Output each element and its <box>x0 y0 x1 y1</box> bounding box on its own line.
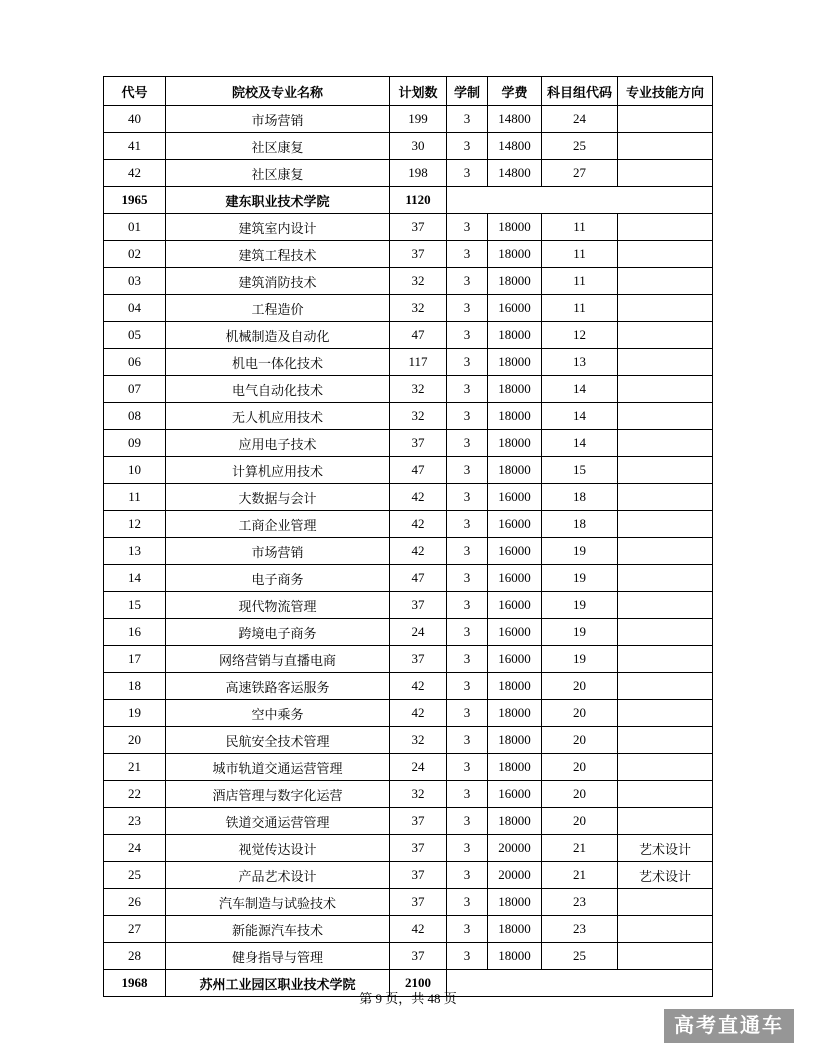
table-cell: 3 <box>447 862 488 889</box>
table-cell: 02 <box>104 241 166 268</box>
table-cell: 25 <box>104 862 166 889</box>
major-row <box>104 943 713 970</box>
major-row <box>104 565 713 592</box>
table-cell: 22 <box>104 781 166 808</box>
table-cell: 3 <box>447 673 488 700</box>
table-cell: 14 <box>542 430 618 457</box>
table-cell: 3 <box>447 781 488 808</box>
table-cell: 16000 <box>488 781 542 808</box>
major-row <box>104 484 713 511</box>
table-cell: 14 <box>542 403 618 430</box>
table-cell <box>618 241 713 268</box>
table-cell: 19 <box>104 700 166 727</box>
table-cell: 16000 <box>488 511 542 538</box>
table-cell: 机械制造及自动化 <box>166 322 390 349</box>
table-cell: 32 <box>390 268 447 295</box>
table-cell: 3 <box>447 214 488 241</box>
major-row <box>104 781 713 808</box>
table-cell: 3 <box>447 457 488 484</box>
major-row <box>104 214 713 241</box>
table-cell: 26 <box>104 889 166 916</box>
table-cell: 37 <box>390 592 447 619</box>
table-cell: 32 <box>390 295 447 322</box>
table-cell: 3 <box>447 484 488 511</box>
major-row <box>104 916 713 943</box>
table-cell: 24 <box>390 754 447 781</box>
table-cell: 20 <box>542 781 618 808</box>
table-cell: 3 <box>447 889 488 916</box>
table-cell: 37 <box>390 835 447 862</box>
table-cell: 20 <box>542 700 618 727</box>
table-cell <box>618 592 713 619</box>
table-cell: 42 <box>104 160 166 187</box>
table-cell: 应用电子技术 <box>166 430 390 457</box>
table-cell <box>618 160 713 187</box>
table-cell: 24 <box>104 835 166 862</box>
major-row <box>104 457 713 484</box>
table-cell: 14800 <box>488 106 542 133</box>
table-cell: 19 <box>542 538 618 565</box>
table-cell: 3 <box>447 241 488 268</box>
table-cell: 电子商务 <box>166 565 390 592</box>
table-cell: 3 <box>447 403 488 430</box>
table-cell: 民航安全技术管理 <box>166 727 390 754</box>
table-cell: 16000 <box>488 619 542 646</box>
table-cell: 18000 <box>488 430 542 457</box>
table-cell: 13 <box>542 349 618 376</box>
table-cell: 18000 <box>488 349 542 376</box>
major-row <box>104 133 713 160</box>
table-cell: 健身指导与管理 <box>166 943 390 970</box>
table-cell: 市场营销 <box>166 538 390 565</box>
table-cell: 1120 <box>390 187 447 214</box>
table-cell <box>618 538 713 565</box>
table-cell: 16 <box>104 619 166 646</box>
table-cell: 3 <box>447 592 488 619</box>
table-cell: 25 <box>542 133 618 160</box>
table-cell: 27 <box>542 160 618 187</box>
table-cell: 视觉传达设计 <box>166 835 390 862</box>
table-cell <box>618 106 713 133</box>
table-cell: 14 <box>542 376 618 403</box>
school-row <box>104 187 713 214</box>
table-cell: 04 <box>104 295 166 322</box>
table-cell: 20 <box>104 727 166 754</box>
table-cell: 3 <box>447 727 488 754</box>
table-cell <box>618 457 713 484</box>
table-cell: 3 <box>447 808 488 835</box>
table-cell: 20000 <box>488 862 542 889</box>
table-cell: 3 <box>447 160 488 187</box>
table-cell: 42 <box>390 538 447 565</box>
table-cell: 3 <box>447 268 488 295</box>
table-body <box>104 106 713 997</box>
table-cell: 现代物流管理 <box>166 592 390 619</box>
major-row <box>104 511 713 538</box>
major-row <box>104 295 713 322</box>
major-row <box>104 538 713 565</box>
table-cell: 01 <box>104 214 166 241</box>
table-cell: 12 <box>542 322 618 349</box>
page-number-footer: 第 9 页，共 48 页 <box>359 991 457 1006</box>
table-cell: 3 <box>447 835 488 862</box>
table-cell: 16000 <box>488 646 542 673</box>
table-cell: 3 <box>447 619 488 646</box>
table-cell: 网络营销与直播电商 <box>166 646 390 673</box>
table-cell: 18000 <box>488 376 542 403</box>
table-cell: 产品艺术设计 <box>166 862 390 889</box>
table-cell: 14800 <box>488 160 542 187</box>
column-header: 学费 <box>488 77 542 106</box>
major-row <box>104 835 713 862</box>
table-cell: 建筑室内设计 <box>166 214 390 241</box>
table-cell <box>618 619 713 646</box>
table-cell: 18000 <box>488 241 542 268</box>
table-cell: 20 <box>542 808 618 835</box>
watermark-badge: 高考直通车 <box>664 1009 794 1043</box>
table-cell: 3 <box>447 133 488 160</box>
table-cell: 18000 <box>488 754 542 781</box>
table-cell: 23 <box>542 889 618 916</box>
table-cell: 16000 <box>488 484 542 511</box>
table-cell: 机电一体化技术 <box>166 349 390 376</box>
table-cell: 3 <box>447 646 488 673</box>
table-cell <box>618 781 713 808</box>
table-cell: 32 <box>390 403 447 430</box>
table-cell: 30 <box>390 133 447 160</box>
table-cell: 18000 <box>488 322 542 349</box>
table-cell: 16000 <box>488 295 542 322</box>
table-cell: 3 <box>447 376 488 403</box>
table-cell: 15 <box>542 457 618 484</box>
table-cell: 3 <box>447 565 488 592</box>
table-cell: 23 <box>104 808 166 835</box>
table-cell: 无人机应用技术 <box>166 403 390 430</box>
table-cell: 1968 <box>104 970 166 997</box>
table-cell: 1965 <box>104 187 166 214</box>
table-cell: 工商企业管理 <box>166 511 390 538</box>
table-cell: 13 <box>104 538 166 565</box>
table-cell <box>618 133 713 160</box>
column-header: 科目组代码 <box>542 77 618 106</box>
table-cell: 3 <box>447 754 488 781</box>
table-cell: 25 <box>542 943 618 970</box>
table-cell: 19 <box>542 565 618 592</box>
table-cell: 计算机应用技术 <box>166 457 390 484</box>
table-cell: 47 <box>390 565 447 592</box>
table-cell: 16000 <box>488 565 542 592</box>
table-cell: 21 <box>542 835 618 862</box>
table-cell: 20 <box>542 727 618 754</box>
table-cell: 20000 <box>488 835 542 862</box>
table-cell: 27 <box>104 916 166 943</box>
table-cell <box>618 430 713 457</box>
table-cell <box>618 916 713 943</box>
table-cell: 18000 <box>488 727 542 754</box>
table-cell: 37 <box>390 214 447 241</box>
table-cell: 37 <box>390 808 447 835</box>
table-cell <box>618 673 713 700</box>
table-cell: 酒店管理与数字化运营 <box>166 781 390 808</box>
table-cell: 14 <box>104 565 166 592</box>
table-cell: 18000 <box>488 808 542 835</box>
table-cell: 24 <box>542 106 618 133</box>
major-row <box>104 322 713 349</box>
table-cell: 15 <box>104 592 166 619</box>
table-cell: 18000 <box>488 889 542 916</box>
major-row <box>104 646 713 673</box>
table-cell: 11 <box>542 241 618 268</box>
table-cell: 06 <box>104 349 166 376</box>
table-cell <box>618 484 713 511</box>
table-cell: 21 <box>542 862 618 889</box>
table-cell: 18000 <box>488 673 542 700</box>
table-cell: 18 <box>542 511 618 538</box>
header-row <box>104 77 713 106</box>
table-cell: 11 <box>542 214 618 241</box>
table-cell: 社区康复 <box>166 160 390 187</box>
table-cell: 12 <box>104 511 166 538</box>
major-row <box>104 349 713 376</box>
table-cell: 3 <box>447 106 488 133</box>
major-row <box>104 376 713 403</box>
table-cell <box>618 727 713 754</box>
major-row <box>104 889 713 916</box>
major-row <box>104 268 713 295</box>
table-cell: 08 <box>104 403 166 430</box>
table-cell: 42 <box>390 484 447 511</box>
major-row <box>104 403 713 430</box>
major-row <box>104 106 713 133</box>
table-cell: 艺术设计 <box>618 862 713 889</box>
column-header: 学制 <box>447 77 488 106</box>
table-cell: 37 <box>390 430 447 457</box>
table-cell: 建东职业技术学院 <box>166 187 390 214</box>
table-cell: 电气自动化技术 <box>166 376 390 403</box>
table-cell: 苏州工业园区职业技术学院 <box>166 970 390 997</box>
table-cell: 3 <box>447 511 488 538</box>
table-cell: 建筑消防技术 <box>166 268 390 295</box>
major-row <box>104 619 713 646</box>
major-row <box>104 592 713 619</box>
table-cell: 18000 <box>488 214 542 241</box>
table-cell <box>618 349 713 376</box>
admission-plan-table <box>103 76 713 997</box>
major-row <box>104 808 713 835</box>
table-cell: 3 <box>447 322 488 349</box>
table-cell <box>618 295 713 322</box>
table-cell: 42 <box>390 673 447 700</box>
table-cell: 42 <box>390 916 447 943</box>
table-cell: 42 <box>390 700 447 727</box>
table-cell: 198 <box>390 160 447 187</box>
major-row <box>104 673 713 700</box>
table-cell: 18 <box>542 484 618 511</box>
table-cell <box>618 376 713 403</box>
table-cell: 20 <box>542 754 618 781</box>
table-cell: 03 <box>104 268 166 295</box>
table-cell <box>618 268 713 295</box>
table-cell <box>618 808 713 835</box>
table-cell: 19 <box>542 646 618 673</box>
column-header: 代号 <box>104 77 166 106</box>
table-cell: 37 <box>390 241 447 268</box>
table-cell: 19 <box>542 619 618 646</box>
table-cell: 艺术设计 <box>618 835 713 862</box>
major-row <box>104 430 713 457</box>
table-cell <box>618 889 713 916</box>
table-cell: 11 <box>542 295 618 322</box>
table-cell: 18000 <box>488 403 542 430</box>
table-cell: 47 <box>390 322 447 349</box>
table-cell: 23 <box>542 916 618 943</box>
table-cell: 工程造价 <box>166 295 390 322</box>
table-cell <box>618 700 713 727</box>
table-cell: 18000 <box>488 457 542 484</box>
table-cell: 高速铁路客运服务 <box>166 673 390 700</box>
table-cell: 汽车制造与试验技术 <box>166 889 390 916</box>
table-cell <box>618 214 713 241</box>
table-cell <box>618 565 713 592</box>
table-cell: 47 <box>390 457 447 484</box>
table-cell: 3 <box>447 916 488 943</box>
table-cell: 32 <box>390 781 447 808</box>
table-cell: 14800 <box>488 133 542 160</box>
major-row <box>104 754 713 781</box>
column-header: 计划数 <box>390 77 447 106</box>
table-cell: 37 <box>390 862 447 889</box>
table-cell: 3 <box>447 349 488 376</box>
table-cell: 11 <box>542 268 618 295</box>
table-cell: 3 <box>447 943 488 970</box>
table-cell: 32 <box>390 727 447 754</box>
table-cell <box>618 754 713 781</box>
table-cell: 18 <box>104 673 166 700</box>
table-cell: 05 <box>104 322 166 349</box>
table-cell: 24 <box>390 619 447 646</box>
major-row <box>104 862 713 889</box>
table-cell: 2100 <box>390 970 447 997</box>
table-cell: 17 <box>104 646 166 673</box>
table-cell: 大数据与会计 <box>166 484 390 511</box>
table-cell: 37 <box>390 943 447 970</box>
table-cell: 37 <box>390 646 447 673</box>
table-cell: 40 <box>104 106 166 133</box>
table-cell: 42 <box>390 511 447 538</box>
table-cell <box>618 322 713 349</box>
table-cell: 09 <box>104 430 166 457</box>
major-row <box>104 700 713 727</box>
table-cell: 空中乘务 <box>166 700 390 727</box>
table-cell: 19 <box>542 592 618 619</box>
merged-empty-cell <box>447 187 713 214</box>
table-cell: 16000 <box>488 592 542 619</box>
table-cell: 18000 <box>488 700 542 727</box>
column-header: 专业技能方向 <box>618 77 713 106</box>
major-row <box>104 160 713 187</box>
table-cell: 建筑工程技术 <box>166 241 390 268</box>
table-cell: 28 <box>104 943 166 970</box>
major-row <box>104 727 713 754</box>
table-cell: 37 <box>390 889 447 916</box>
major-row <box>104 241 713 268</box>
table-cell: 07 <box>104 376 166 403</box>
table-cell: 32 <box>390 376 447 403</box>
table-cell: 20 <box>542 673 618 700</box>
table-cell <box>618 511 713 538</box>
table-cell: 社区康复 <box>166 133 390 160</box>
table-cell: 41 <box>104 133 166 160</box>
table-cell: 3 <box>447 700 488 727</box>
table-cell <box>618 646 713 673</box>
table-cell: 铁道交通运营管理 <box>166 808 390 835</box>
table-cell: 跨境电子商务 <box>166 619 390 646</box>
table-cell: 3 <box>447 295 488 322</box>
table-cell: 市场营销 <box>166 106 390 133</box>
table-cell: 10 <box>104 457 166 484</box>
table-cell: 117 <box>390 349 447 376</box>
table-cell <box>618 943 713 970</box>
table-cell: 18000 <box>488 943 542 970</box>
column-header: 院校及专业名称 <box>166 77 390 106</box>
table-cell: 199 <box>390 106 447 133</box>
table-cell: 16000 <box>488 538 542 565</box>
table-cell: 18000 <box>488 268 542 295</box>
table-cell: 11 <box>104 484 166 511</box>
table-cell: 3 <box>447 430 488 457</box>
table-cell: 21 <box>104 754 166 781</box>
table-header <box>104 77 713 106</box>
table-cell <box>618 403 713 430</box>
table-cell: 新能源汽车技术 <box>166 916 390 943</box>
table-cell: 城市轨道交通运营管理 <box>166 754 390 781</box>
table-cell: 18000 <box>488 916 542 943</box>
table-cell: 3 <box>447 538 488 565</box>
